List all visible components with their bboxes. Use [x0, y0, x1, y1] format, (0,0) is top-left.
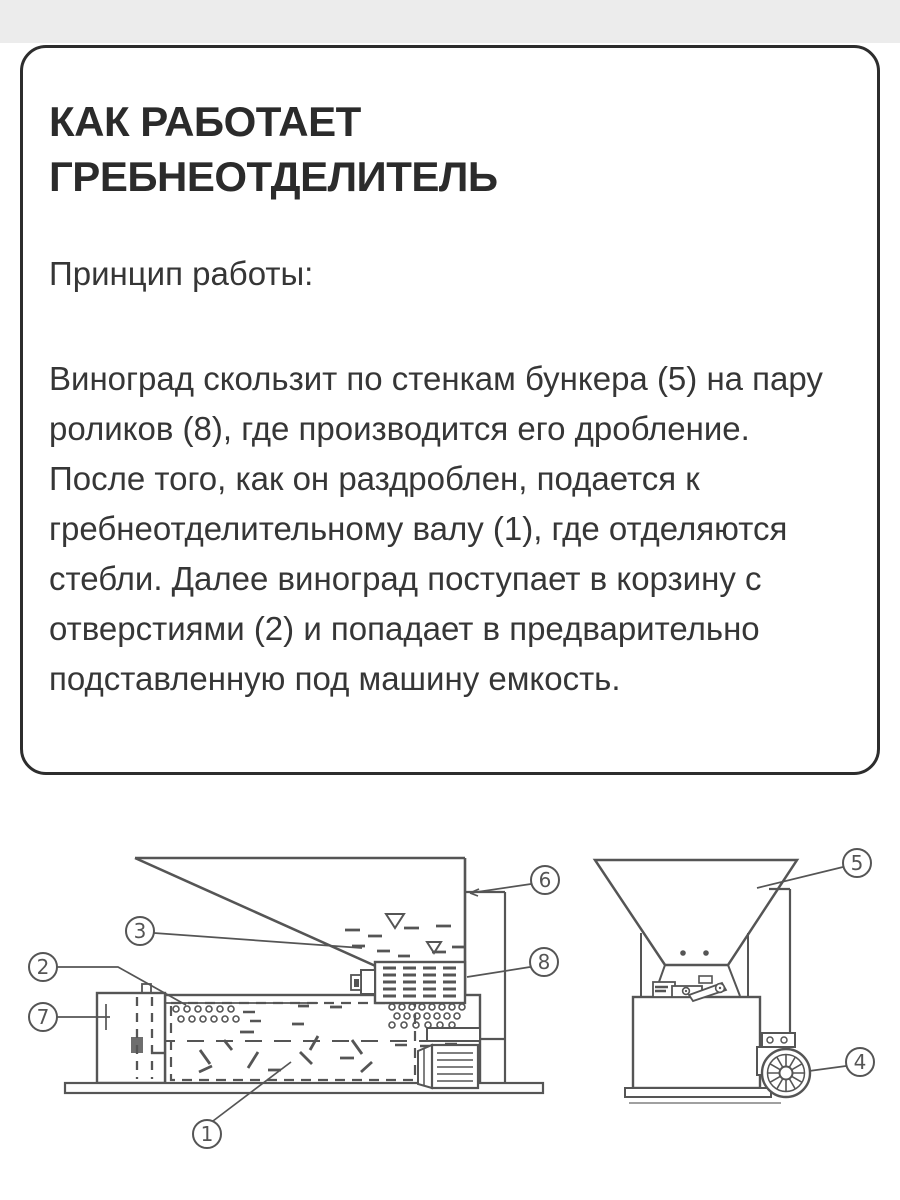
- roller-shaft: [351, 970, 375, 994]
- callout-6-label: 6: [538, 868, 552, 892]
- page-top-strip: [0, 0, 900, 43]
- stand-left: [97, 984, 165, 1083]
- fan-wheel: [762, 1049, 810, 1097]
- description-card: [20, 45, 880, 775]
- callout-1-label: 1: [200, 1122, 214, 1146]
- callout-4-label: 4: [853, 1050, 867, 1074]
- paragraph-line: роликов (8), где производится его дробление.: [49, 410, 750, 447]
- callout-4: [846, 1048, 874, 1076]
- callout-6: [531, 866, 559, 894]
- paragraph-line: После того, как он раздроблен, подается к: [49, 460, 700, 497]
- callout-8: [530, 948, 558, 976]
- callout-1: [193, 1120, 221, 1148]
- callout-2: [29, 953, 57, 981]
- feed-hopper: [595, 860, 797, 997]
- rear-panel-right: [769, 889, 790, 1033]
- paragraph-line: отверстиями (2) и попадает в предварительно: [49, 610, 760, 647]
- callout-8-label: 8: [537, 950, 551, 974]
- callout-7: [29, 1003, 57, 1031]
- right-machine-end-view: [595, 860, 810, 1103]
- callout-3: [126, 917, 154, 945]
- callout-2-label: 2: [36, 955, 50, 979]
- paragraph-line: гребнеотделительному валу (1), где отделяются: [49, 510, 788, 547]
- page-title: [49, 94, 837, 204]
- base-flange: [625, 1088, 771, 1097]
- title-line-1: КАК РАБОТАЕТ: [49, 98, 361, 145]
- title-line-2: ГРЕБНЕОТДЕЛИТЕЛЬ: [49, 153, 498, 200]
- paragraph-line: Виноград скользит по стенкам бункера (5) на пару: [49, 360, 823, 397]
- callout-5: [843, 849, 871, 877]
- destemmer-diagram-svg: [0, 800, 900, 1160]
- hopper-contents: [345, 914, 464, 956]
- working-principle-label: Принцип работы:: [49, 255, 314, 292]
- callout-3-label: 3: [133, 919, 147, 943]
- motor-left: [418, 1028, 480, 1088]
- callout-5-label: 5: [850, 851, 864, 875]
- callout-7-label: 7: [36, 1005, 50, 1029]
- paragraph-line: подставленную под машину емкость.: [49, 660, 621, 697]
- description-paragraph: [49, 354, 837, 704]
- machine-body-right: [633, 997, 760, 1088]
- paragraph-line: стебли. Далее виноград поступает в корзину с: [49, 560, 762, 597]
- destemmer-technical-diagram: [0, 800, 900, 1160]
